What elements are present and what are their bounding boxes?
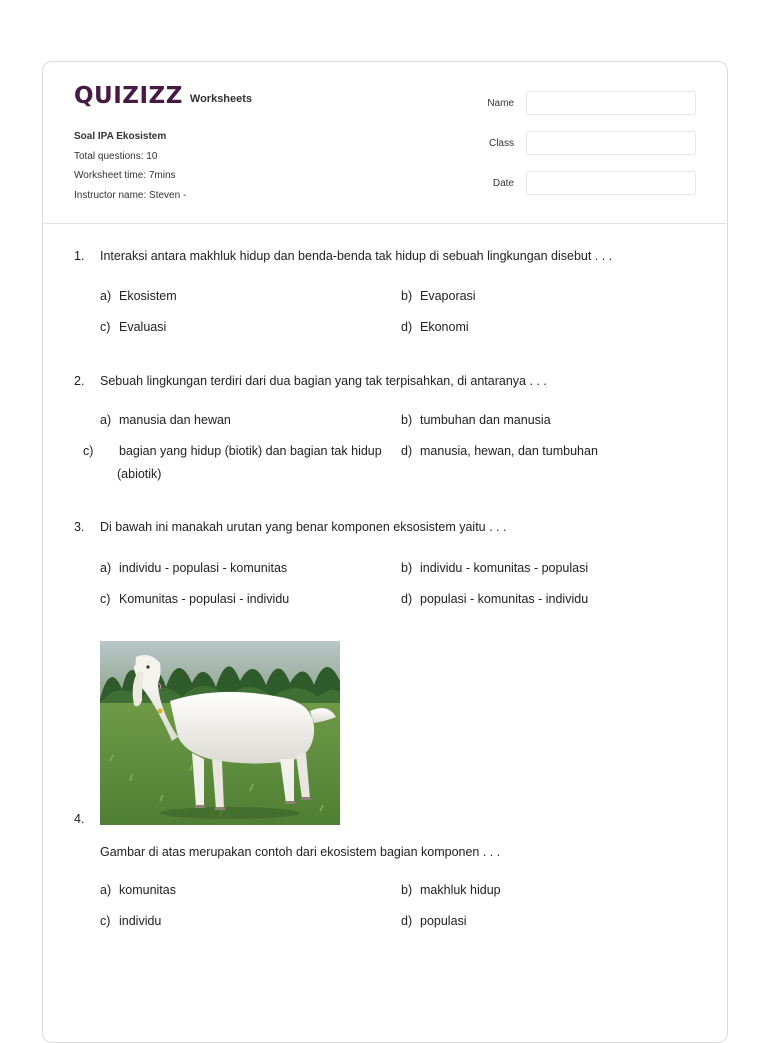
student-fields bbox=[470, 91, 696, 211]
quizizz-logo: QUIZIZZ bbox=[74, 83, 183, 109]
option-d bbox=[401, 910, 681, 933]
option-letter: a) bbox=[100, 413, 112, 427]
class-label: Class bbox=[488, 137, 514, 149]
name-field[interactable] bbox=[526, 91, 696, 115]
date-label: Date bbox=[492, 177, 514, 189]
option-letter: a) bbox=[100, 561, 112, 575]
brand-subtitle: Worksheets bbox=[189, 93, 253, 105]
option-a bbox=[100, 285, 380, 308]
option-a bbox=[100, 557, 380, 580]
option-text: manusia, hewan, dan tumbuhan bbox=[420, 444, 598, 458]
option-text: populasi - komunitas - individu bbox=[420, 592, 589, 606]
worksheet-header bbox=[42, 61, 726, 224]
question-text: Sebuah lingkungan terdiri dari dua bagian yang tak terpisahkan, di antaranya . . . bbox=[100, 374, 547, 388]
option-text: Komunitas - populasi - individu bbox=[119, 592, 290, 606]
question-number: 4. bbox=[74, 812, 85, 826]
option-b bbox=[401, 879, 681, 902]
date-field[interactable] bbox=[526, 171, 696, 195]
question-number: 3. bbox=[74, 520, 85, 534]
option-letter: c) bbox=[100, 592, 111, 606]
class-row bbox=[470, 131, 696, 155]
class-field[interactable] bbox=[526, 131, 696, 155]
worksheet-meta bbox=[74, 127, 186, 205]
option-text: komunitas bbox=[119, 883, 176, 897]
option-letter: b) bbox=[401, 561, 413, 575]
name-label: Name bbox=[487, 97, 514, 109]
question-number: 2. bbox=[74, 374, 85, 388]
option-text: makhluk hidup bbox=[420, 883, 501, 897]
total-questions: Total questions: 10 bbox=[74, 150, 158, 162]
option-c bbox=[100, 316, 380, 339]
option-text: Ekosistem bbox=[119, 289, 177, 303]
option-a bbox=[100, 409, 380, 432]
option-b bbox=[401, 557, 681, 580]
option-letter: b) bbox=[401, 289, 413, 303]
worksheet-title: Soal IPA Ekosistem bbox=[74, 131, 167, 142]
option-letter: a) bbox=[100, 883, 112, 897]
option-letter: b) bbox=[401, 883, 413, 897]
option-letter: d) bbox=[401, 320, 413, 334]
option-letter: d) bbox=[401, 444, 413, 458]
date-row bbox=[470, 171, 696, 195]
option-d bbox=[401, 316, 681, 339]
option-b bbox=[401, 285, 681, 308]
brand bbox=[74, 85, 252, 108]
option-text: individu - populasi - komunitas bbox=[119, 561, 288, 575]
option-text: individu - komunitas - populasi bbox=[420, 561, 589, 575]
question-number: 1. bbox=[74, 249, 85, 263]
option-a bbox=[100, 879, 380, 902]
option-c bbox=[83, 440, 387, 486]
option-text: Ekonomi bbox=[420, 320, 469, 334]
option-text: populasi bbox=[420, 914, 467, 928]
option-text: bagian yang hidup (biotik) dan bagian tak hidup (abiotik) bbox=[117, 444, 382, 481]
option-d bbox=[401, 588, 681, 611]
option-letter: d) bbox=[401, 592, 413, 606]
option-letter: d) bbox=[401, 914, 413, 928]
worksheet-time: Worksheet time: 7mins bbox=[74, 170, 176, 181]
question-text: Di bawah ini manakah urutan yang benar komponen eksosistem yaitu . . . bbox=[100, 520, 507, 534]
option-text: Evaporasi bbox=[420, 289, 476, 303]
option-text: individu bbox=[119, 914, 162, 928]
option-letter: a) bbox=[100, 289, 112, 303]
option-c bbox=[100, 910, 380, 933]
option-text: manusia dan hewan bbox=[119, 413, 231, 427]
instructor-name: Instructor name: Steven - bbox=[74, 189, 187, 201]
option-letter: c) bbox=[100, 914, 111, 928]
name-row bbox=[470, 91, 696, 115]
option-letter: c) bbox=[83, 444, 94, 458]
question-text: Gambar di atas merupakan contoh dari ekosistem bagian komponen . . . bbox=[100, 845, 501, 859]
question-text: Interaksi antara makhluk hidup dan benda-benda tak hidup di sebuah lingkungan disebut . . . bbox=[100, 249, 613, 263]
goat-photo bbox=[100, 641, 340, 825]
option-text: Evaluasi bbox=[119, 320, 167, 334]
option-letter: b) bbox=[401, 413, 413, 427]
option-letter: c) bbox=[100, 320, 111, 334]
option-d bbox=[401, 440, 681, 463]
option-b bbox=[401, 409, 681, 432]
option-c bbox=[100, 588, 380, 611]
option-text: tumbuhan dan manusia bbox=[420, 413, 551, 427]
